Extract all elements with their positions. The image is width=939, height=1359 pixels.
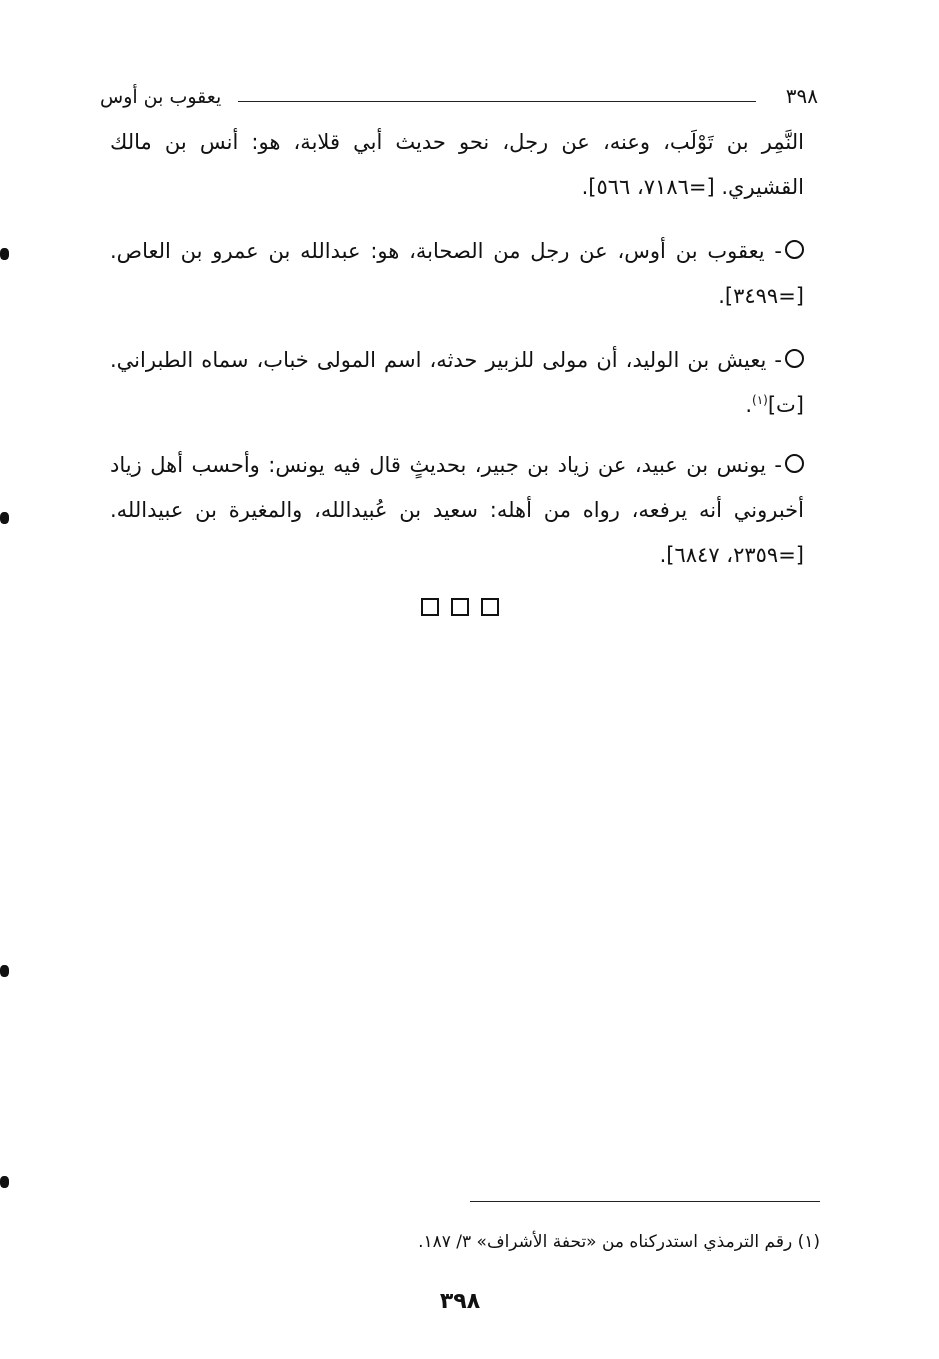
entry-text: يعيش بن الوليد، أن مولى للزبير حدثه، اسم المولى خباب، سماه الطبراني.: [110, 348, 767, 372]
entry-dash: -: [774, 453, 782, 477]
square-ornament-icon: [451, 598, 469, 616]
entry-dash: -: [774, 239, 782, 263]
entry-paragraph: [110, 443, 804, 578]
footnote-rule: [470, 1201, 820, 1202]
circle-bullet-icon: [785, 454, 804, 473]
circle-bullet-icon: [785, 240, 804, 259]
entry-paragraph: [110, 338, 804, 428]
entry-reference: [=٢٣٥٩، ٦٨٤٧].: [659, 543, 804, 567]
entry-text: النَّمِر بن تَوْلَب، وعنه، عن رجل، نحو حديث أبي قلابة، هو: أنس بن مالك القشيري.: [110, 130, 804, 199]
section-end-ornament: [421, 598, 503, 616]
square-ornament-icon: [481, 598, 499, 616]
scan-speck: [0, 965, 9, 977]
footnote-marker[interactable]: (١): [752, 393, 768, 407]
entry-reference: [=٧١٨٦، ٥٦٦].: [581, 175, 715, 199]
header-rule: [238, 101, 756, 102]
entry-dash: -: [774, 348, 782, 372]
entry-reference: [ت]: [767, 393, 804, 417]
square-ornament-icon: [421, 598, 439, 616]
entry-reference: [=٣٤٩٩].: [718, 284, 804, 308]
circle-bullet-icon: [785, 349, 804, 368]
running-title: يعقوب بن أوس: [100, 86, 222, 108]
scan-speck: [0, 1176, 9, 1188]
header-page-number: ٣٩٨: [785, 84, 818, 108]
entry-text: يونس بن عبيد، عن زياد بن جبير، بحديثٍ قال فيه يونس: وأحسب أهل زياد أخبروني أنه يرفعه، رواه من أهله: سعيد بن عُبيدالله، والمغيرة بن عبيدالله.: [110, 453, 804, 522]
scan-speck: [0, 248, 9, 260]
entry-text: يعقوب بن أوس، عن رجل من الصحابة، هو: عبدالله بن عمرو بن العاص.: [110, 239, 765, 263]
entry-end: .: [745, 393, 753, 417]
entry-paragraph: [110, 120, 804, 210]
footer-page-number: ٣٩٨: [439, 1289, 481, 1314]
scan-speck: [0, 512, 9, 524]
footnote: (١) رقم الترمذي استدركناه من «تحفة الأشراف» ٣/ ١٨٧.: [418, 1232, 820, 1252]
entry-paragraph: [110, 229, 804, 319]
